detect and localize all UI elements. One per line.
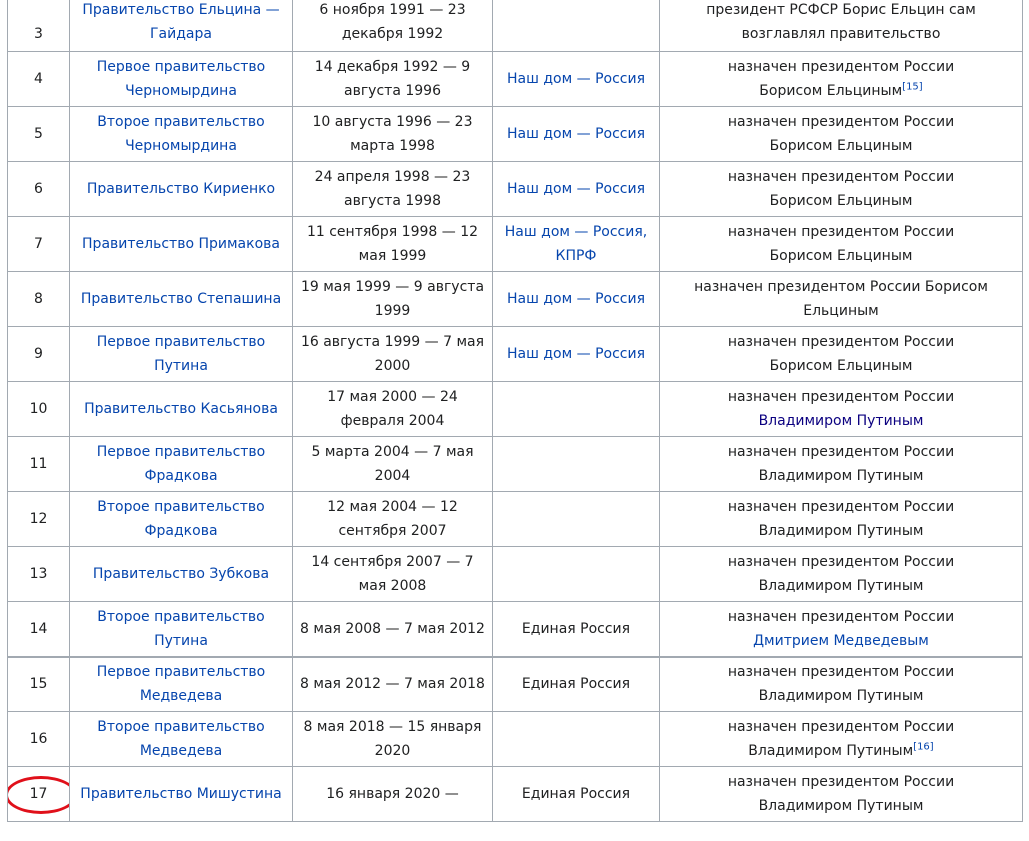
party-cell	[493, 712, 660, 767]
row-number: 6	[8, 162, 70, 217]
table-row	[8, 712, 1023, 767]
table-row	[8, 327, 1023, 382]
row-number: 11	[8, 437, 70, 492]
government-link[interactable]: Второе правительство Фрадкова	[97, 499, 265, 539]
governments-table-wrapper	[7, 0, 1022, 822]
appointment-note	[660, 657, 1023, 712]
party-cell	[493, 272, 660, 327]
government-link[interactable]: Правительство Кириенко	[86, 181, 276, 197]
note-person: Владимиром Путиным	[758, 798, 924, 814]
term-dates: 14 сентября 2007 — 7 мая 2008	[293, 547, 493, 602]
party-cell	[493, 382, 660, 437]
row-number: 3	[8, 0, 70, 52]
reference-superscript	[913, 741, 934, 752]
government-name-cell	[70, 217, 293, 272]
appointment-note	[660, 107, 1023, 162]
term-dates: 8 мая 2012 — 7 мая 2018	[293, 657, 493, 712]
party-cell	[493, 107, 660, 162]
note-text: назначен президентом России	[727, 224, 955, 240]
government-name-cell	[70, 327, 293, 382]
appointment-note	[660, 492, 1023, 547]
government-link[interactable]: Правительство Степашина	[80, 291, 282, 307]
party-cell	[493, 0, 660, 52]
note-person: Владимиром Путиным	[758, 523, 924, 539]
note-text: назначен президентом России	[727, 444, 955, 460]
party-link[interactable]: Наш дом — Россия,	[504, 224, 648, 240]
government-name-cell	[70, 162, 293, 217]
table-row	[8, 0, 1023, 52]
government-link[interactable]: Второе правительство Черномырдина	[97, 114, 265, 154]
appointment-note	[660, 767, 1023, 822]
note-text: назначен президентом России	[727, 59, 955, 75]
party-cell: Единая Россия	[493, 602, 660, 657]
party-cell	[493, 327, 660, 382]
party-link[interactable]: Наш дом — Россия	[507, 126, 645, 142]
appointment-note	[660, 162, 1023, 217]
term-dates: 8 мая 2008 — 7 мая 2012	[293, 602, 493, 657]
note-text: назначен президентом России	[727, 114, 955, 130]
note-text: назначен президентом России	[727, 389, 955, 405]
table-row	[8, 437, 1023, 492]
reference-superscript	[902, 81, 923, 92]
government-link[interactable]: Правительство Примакова	[82, 236, 280, 252]
table-row	[8, 547, 1023, 602]
government-link[interactable]: Первое правительство Путина	[96, 334, 266, 374]
term-dates: 11 сентября 1998 — 12 мая 1999	[293, 217, 493, 272]
note-person: Борисом Ельциным	[769, 358, 913, 374]
note-text: назначен президентом России	[727, 499, 955, 515]
table-row	[8, 602, 1023, 657]
party-cell	[493, 52, 660, 107]
appointment-note	[660, 712, 1023, 767]
term-dates: 17 мая 2000 — 24 февраля 2004	[293, 382, 493, 437]
table-row	[8, 657, 1023, 712]
note-text: назначен президентом России	[727, 334, 955, 350]
government-name-cell	[70, 0, 293, 52]
note-person: Владимиром Путиным	[758, 688, 924, 705]
table-row	[8, 382, 1023, 437]
government-link[interactable]: Первое правительство Медведева	[96, 664, 266, 705]
party-cell	[493, 547, 660, 602]
government-name-cell	[70, 52, 293, 107]
note-text: назначен президентом России	[727, 719, 955, 735]
party-cell: Единая Россия	[493, 767, 660, 822]
government-name-cell	[70, 547, 293, 602]
note-text: назначен президентом России	[727, 664, 955, 681]
government-name-cell	[70, 107, 293, 162]
party-link[interactable]: Наш дом — Россия	[507, 291, 645, 307]
note-person: Владимиром Путиным	[758, 578, 924, 594]
appointment-note	[660, 602, 1023, 657]
appointment-note	[660, 327, 1023, 382]
note-person: Борисом Ельциным	[769, 193, 913, 209]
government-link[interactable]: Правительство Мишустина	[80, 786, 282, 802]
row-number: 12	[8, 492, 70, 547]
row-number: 10	[8, 382, 70, 437]
party-cell	[493, 437, 660, 492]
row-number: 15	[8, 657, 70, 712]
table-row	[8, 217, 1023, 272]
row-number: 9	[8, 327, 70, 382]
term-dates: 16 августа 1999 — 7 мая 2000	[293, 327, 493, 382]
government-name-cell	[70, 712, 293, 767]
party-cell: Единая Россия	[493, 657, 660, 712]
term-dates: 5 марта 2004 — 7 мая 2004	[293, 437, 493, 492]
row-number: 14	[8, 602, 70, 657]
appointment-note: назначен президентом России Борисом Ельциным	[660, 272, 1023, 327]
government-name-cell	[70, 492, 293, 547]
term-dates: 6 ноября 1991 — 23 декабря 1992	[293, 0, 493, 52]
person-link[interactable]: Владимиром Путиным	[758, 413, 924, 429]
table-row	[8, 107, 1023, 162]
row-number-cell	[8, 767, 70, 822]
table-row	[8, 52, 1023, 107]
row-number: 4	[8, 52, 70, 107]
party-link-kprf[interactable]: КПРФ	[555, 248, 597, 264]
party-cell	[493, 162, 660, 217]
table-row	[8, 272, 1023, 327]
table-row	[8, 767, 1023, 822]
appointment-note	[660, 52, 1023, 107]
government-name-cell	[70, 437, 293, 492]
note-text: назначен президентом России	[727, 554, 955, 570]
term-dates: 16 января 2020 —	[293, 767, 493, 822]
government-link[interactable]: Второе правительство Медведева	[97, 719, 265, 759]
appointment-note	[660, 547, 1023, 602]
government-name-cell	[70, 382, 293, 437]
note-person: Владимиром Путиным	[748, 743, 914, 759]
term-dates: 19 мая 1999 — 9 августа 1999	[293, 272, 493, 327]
note-text: назначен президентом России	[727, 608, 955, 625]
person-link[interactable]: Дмитрием Медведевым	[753, 632, 929, 649]
government-link[interactable]: Первое правительство Черномырдина	[96, 59, 266, 99]
row-number: 8	[8, 272, 70, 327]
term-dates: 10 августа 1996 — 23 марта 1998	[293, 107, 493, 162]
note-text: назначен президентом России	[727, 169, 955, 185]
government-link[interactable]: Первое правительство Фрадкова	[96, 444, 266, 484]
term-dates: 24 апреля 1998 — 23 августа 1998	[293, 162, 493, 217]
row-number: 5	[8, 107, 70, 162]
row-number: 13	[8, 547, 70, 602]
note-person: Борисом Ельциным	[759, 83, 903, 99]
reference-link[interactable]: [15]	[902, 81, 923, 93]
government-link[interactable]: Правительство Касьянова	[84, 401, 278, 417]
row-number: 7	[8, 217, 70, 272]
party-link[interactable]: Наш дом — Россия	[507, 181, 645, 197]
government-name-cell	[70, 767, 293, 822]
government-name-cell	[70, 657, 293, 712]
government-link[interactable]: Правительство Ельцина — Гайдара	[82, 2, 280, 42]
row-number: 17	[29, 786, 48, 802]
party-link[interactable]: Наш дом — Россия	[507, 346, 645, 362]
note-text: назначен президентом России	[727, 774, 955, 790]
government-name-cell	[70, 602, 293, 657]
party-cell	[493, 492, 660, 547]
term-dates: 8 мая 2018 — 15 января 2020	[293, 712, 493, 767]
government-name-cell	[70, 272, 293, 327]
term-dates: 14 декабря 1992 — 9 августа 1996	[293, 52, 493, 107]
governments-table	[7, 0, 1023, 822]
row-number: 16	[8, 712, 70, 767]
term-dates: 12 мая 2004 — 12 сентября 2007	[293, 492, 493, 547]
government-link[interactable]: Второе правительство Путина	[97, 608, 265, 649]
party-cell	[493, 217, 660, 272]
party-link[interactable]: Наш дом — Россия	[507, 71, 645, 87]
note-person: Борисом Ельциным	[769, 138, 913, 154]
table-row	[8, 162, 1023, 217]
appointment-note	[660, 217, 1023, 272]
reference-link[interactable]: [16]	[913, 741, 934, 753]
table-row	[8, 492, 1023, 547]
government-link[interactable]: Правительство Зубкова	[92, 566, 270, 582]
appointment-note	[660, 437, 1023, 492]
appointment-note	[660, 382, 1023, 437]
appointment-note: президент РСФСР Борис Ельцин сам возглавлял правительство	[660, 0, 1023, 52]
note-person: Борисом Ельциным	[769, 248, 913, 264]
note-person: Владимиром Путиным	[758, 468, 924, 484]
